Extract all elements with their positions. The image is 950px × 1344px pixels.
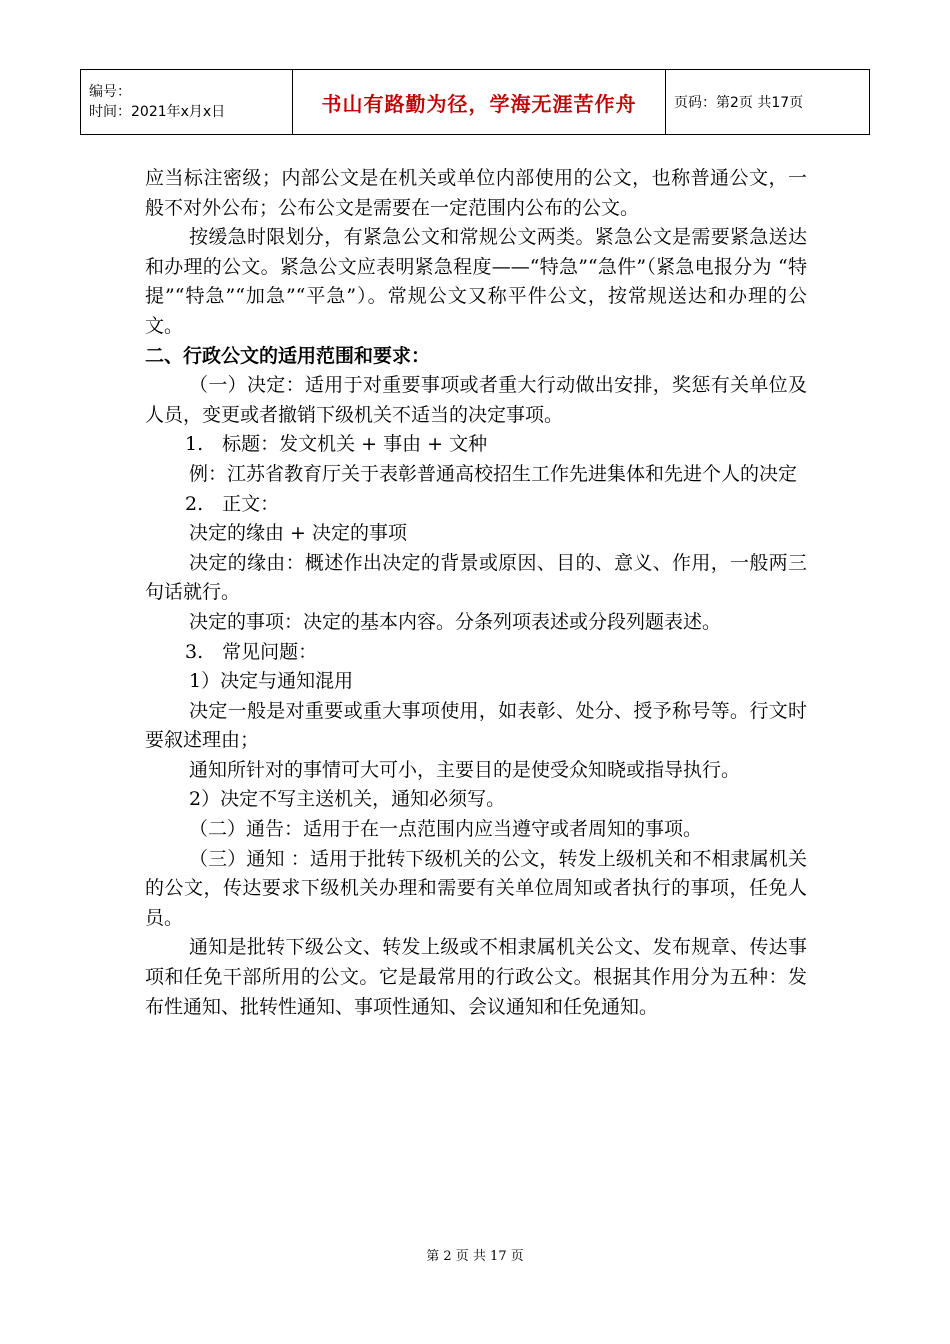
body-paragraph: （二）通告：适用于在一点范围内应当遵守或者周知的事项。: [189, 818, 703, 841]
body-paragraph: 决定一般是对重要或重大事项使用，如表彰、处分、授予称号等。行文时要叙述理由；: [145, 699, 807, 752]
header-page-info: 页码：第2页 共17页: [666, 70, 870, 135]
body-paragraph: 1. 标题：发文机关 + 事由 + 文种: [185, 433, 488, 456]
section-heading: 二、行政公文的适用范围和要求：: [145, 344, 431, 367]
document-header: [80, 69, 870, 135]
page-footer: 第 2 页 共 17 页: [426, 1249, 524, 1264]
body-paragraph: （三）通知 ：适用于批转下级机关的公文，转发上级机关和不相隶属机关的公文，传达要求下级机关办理和需要有关单位周知或者执行的事项，任免人员。: [145, 847, 807, 929]
body-paragraph: 决定的缘由：概述作出决定的背景或原因、目的、意义、作用，一般两三句话就行。: [145, 551, 807, 604]
header-motto: 书山有路勤为径，学海无涯苦作舟: [293, 70, 666, 135]
body-paragraph: 3. 常见问题：: [185, 640, 318, 663]
document-date-label: 时间：2021年x月x日: [89, 104, 226, 120]
body-paragraph: 2. 正文：: [185, 492, 280, 515]
body-paragraph: 2）决定不写主送机关，通知必须写。: [189, 788, 506, 811]
body-paragraph: 1）决定与通知混用: [189, 670, 354, 693]
body-paragraph: 决定的缘由 + 决定的事项: [189, 522, 407, 545]
body-paragraph: 例：江苏省教育厅关于表彰普通高校招生工作先进集体和先进个人的决定: [189, 462, 798, 485]
body-paragraph: 通知所针对的事情可大可小，主要目的是使受众知晓或指导执行。: [189, 758, 741, 781]
body-paragraph: 应当标注密级；内部公文是在机关或单位内部使用的公文，也称普通公文，一般不对外公布；公布公文是需要在一定范围内公布的公文。: [145, 167, 807, 219]
body-paragraph: 按缓急时限划分，有紧急公文和常规公文两类。紧急公文是需要紧急送达和办理的公文。紧急公文应表明紧急程度——“特急”“急件”（紧急电报分为 “特提”“特急”“加急”“平急”）。常规公文又称平件公文，按常规送达和办理的公文。: [145, 226, 807, 337]
document-body: [145, 164, 807, 1022]
body-paragraph: （一）决定：适用于对重要事项或者重大行动做出安排，奖惩有关单位及人员，变更或者撤销下级机关不适当的决定事项。: [145, 374, 807, 426]
body-paragraph: 决定的事项：决定的基本内容。分条列项表述或分段列题表述。: [189, 610, 722, 633]
header-meta-cell: [81, 70, 293, 135]
document-number-label: 编号：: [89, 84, 131, 100]
body-paragraph: 通知是批转下级公文、转发上级或不相隶属机关公文、发布规章、传达事项和任免干部所用的公文。它是最常用的行政公文。根据其作用分为五种：发布性通知、批转性通知、事项性通知、会议通知和任免通知。: [145, 936, 807, 1018]
